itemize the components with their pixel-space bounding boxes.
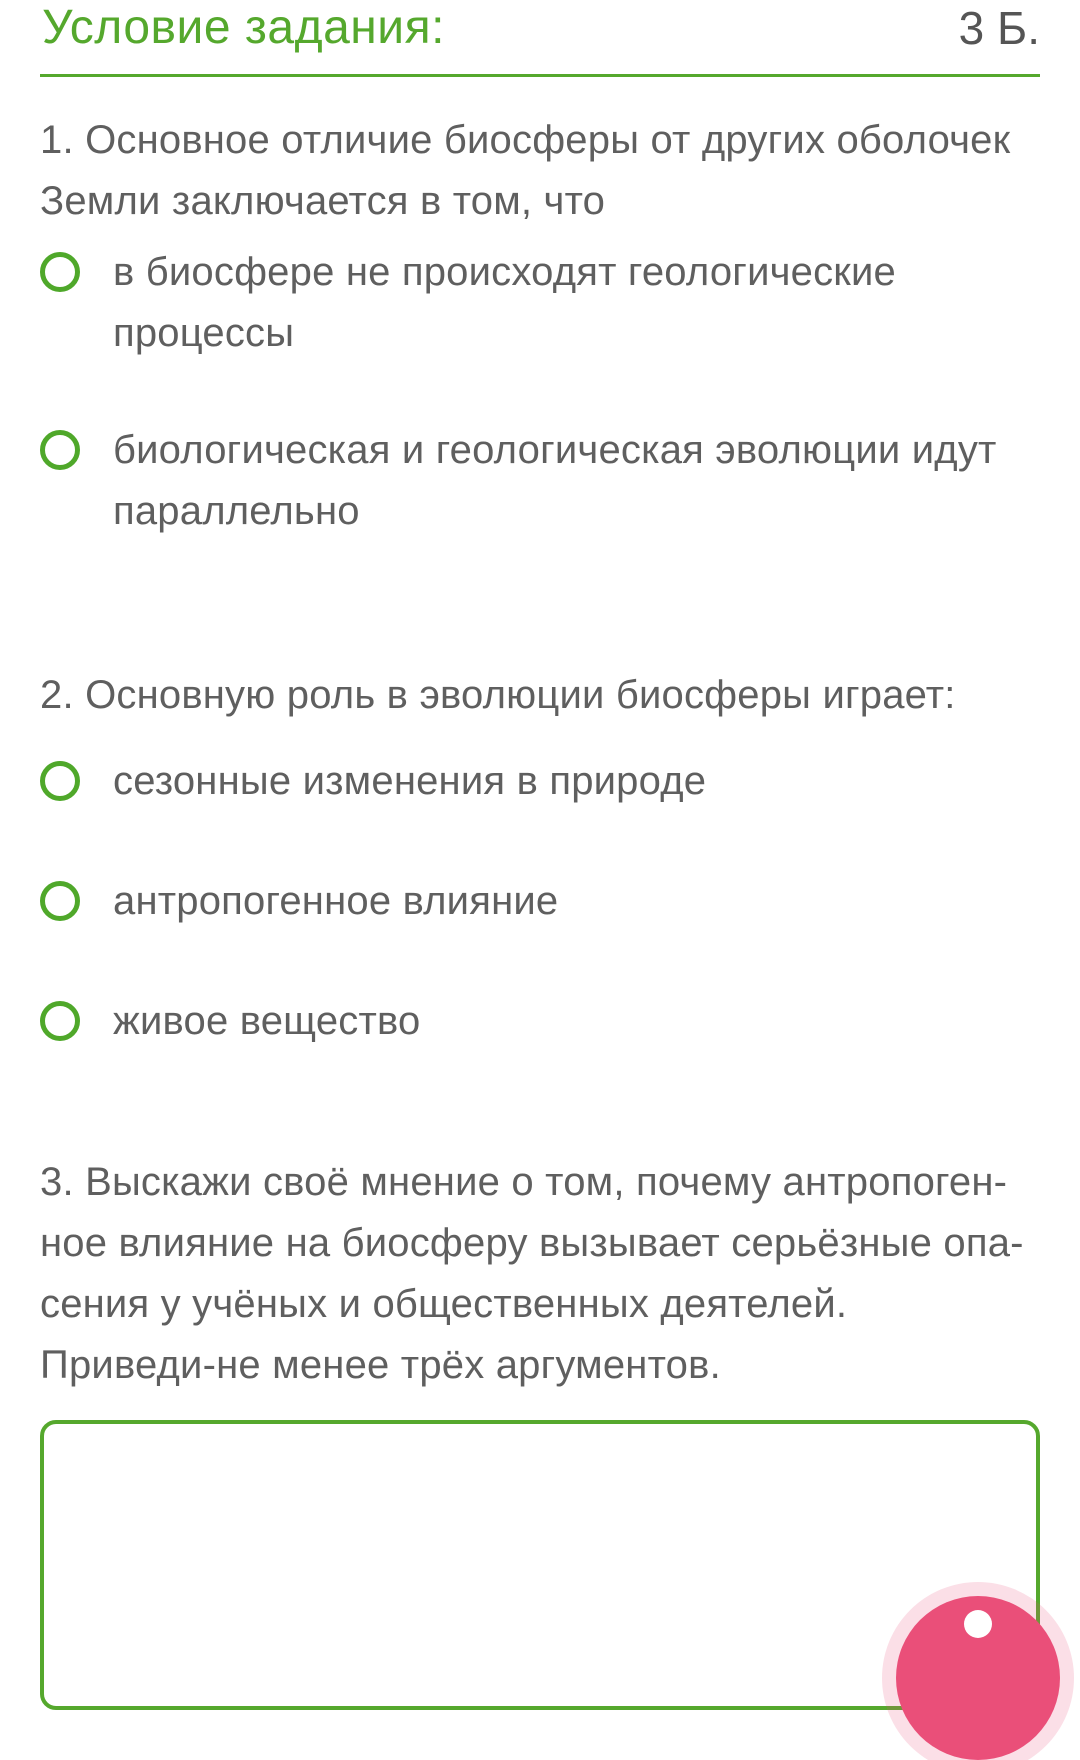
task-header (40, 0, 1040, 77)
option-label: антропогенное влияние (113, 879, 559, 923)
radio-button[interactable] (40, 761, 80, 801)
radio-button[interactable] (40, 430, 80, 470)
radio-button[interactable] (40, 881, 80, 921)
option-label: живое вещество (113, 999, 421, 1043)
radio-button[interactable] (40, 252, 80, 292)
option-label: биологическая и геологическая эволюции идут параллельно (113, 428, 997, 533)
question-2-text: 2. Основную роль в эволюции биосферы играет: (40, 673, 956, 717)
radio-button[interactable] (40, 1001, 80, 1041)
question-1-text: 1. Основное отличие биосферы от других оболочек Земли заключается в том, что (40, 118, 1011, 223)
answer-textarea[interactable] (40, 1420, 1040, 1710)
floating-action-button[interactable] (896, 1596, 1060, 1760)
task-points: 3 Б. (958, 2, 1040, 54)
bell-icon (964, 1610, 992, 1638)
question-3-text: 3. Выскажи своё мнение о том, почему антропоген-ное влияние на биосферу вызывает серьёзные опа-сения у учёных и общественных деятелей. Приведи-не менее трёх аргументов. (40, 1160, 1024, 1387)
option-label: в биосфере не происходят геологические процессы (113, 250, 896, 355)
option-label: сезонные изменения в природе (113, 759, 707, 803)
task-title: Условие задания: (42, 1, 445, 54)
